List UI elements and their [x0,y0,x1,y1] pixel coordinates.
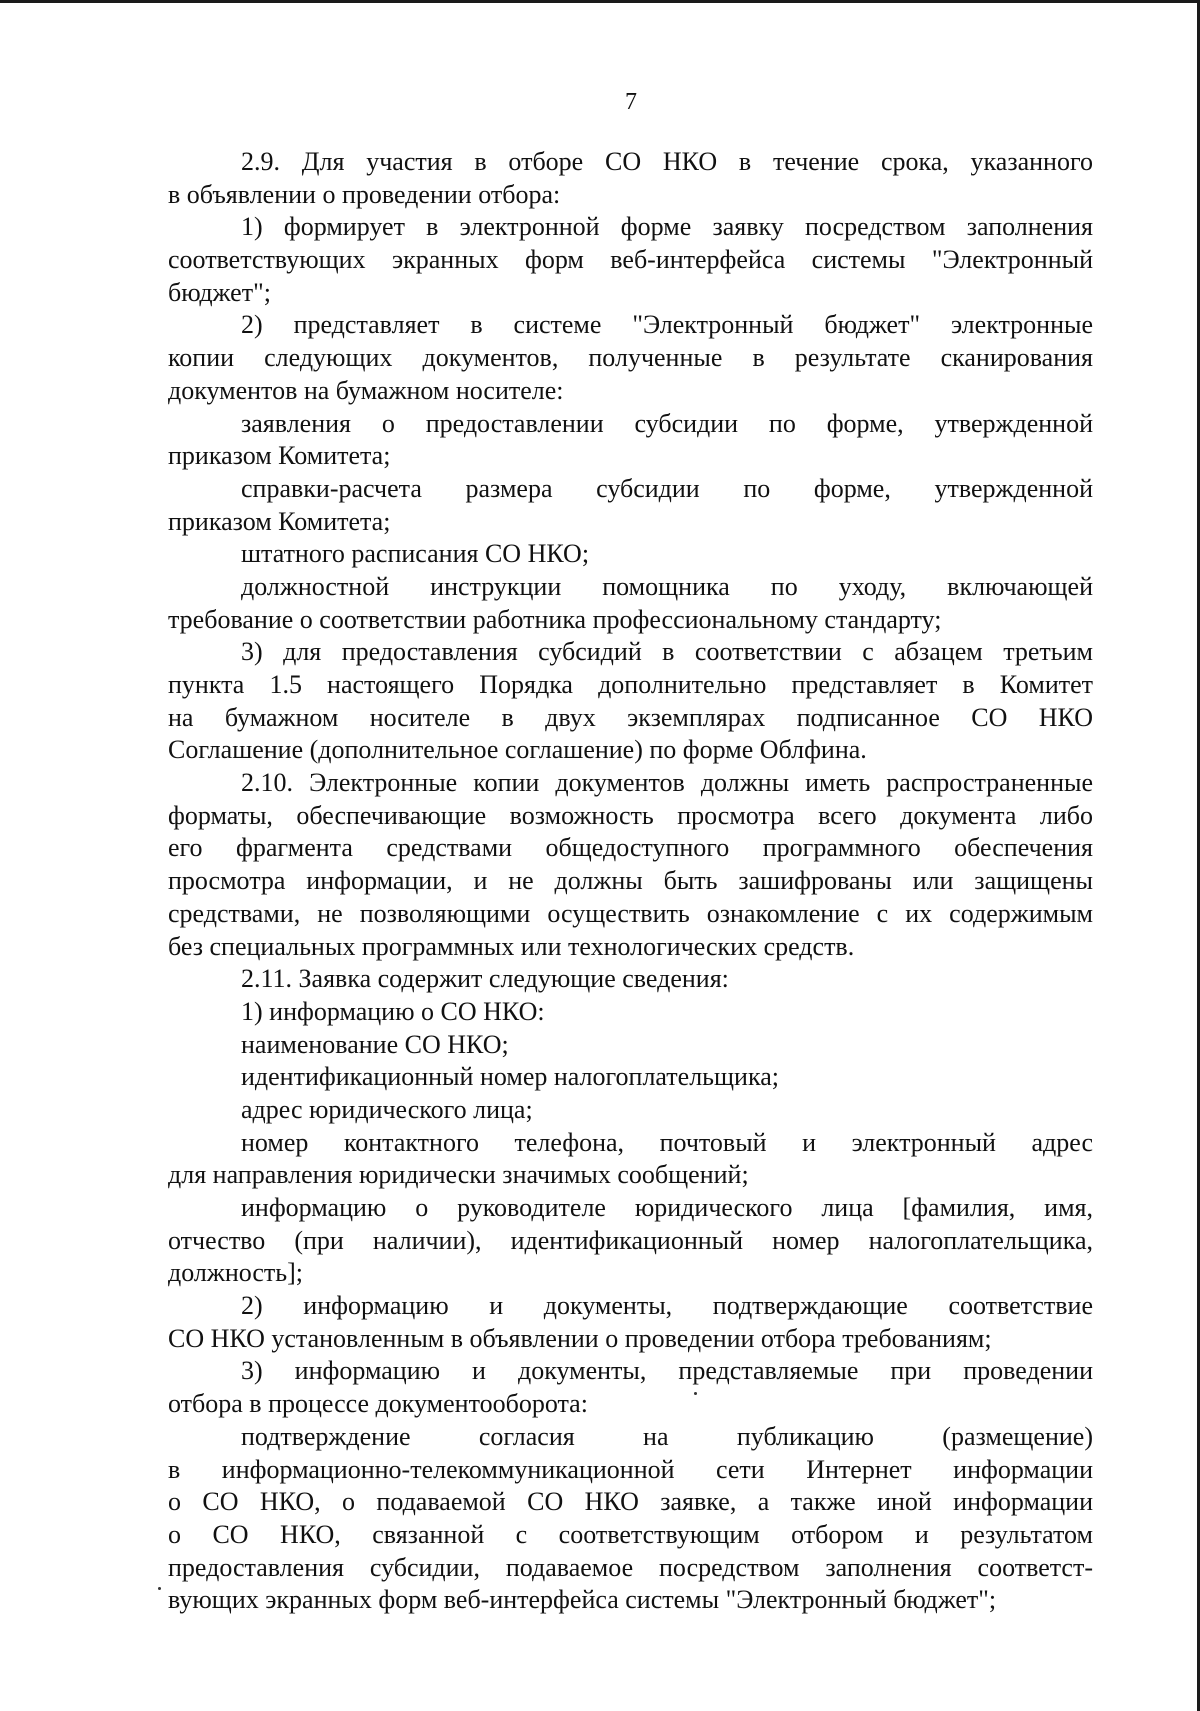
scan-border-top [0,0,1200,3]
text-line: должностной инструкции помощника по уходу, включающей [241,571,1093,601]
text-line: 2) информацию и документы, подтверждающие соответствие [241,1291,1093,1321]
text-line: предоставления субсидии, подаваемое посредством заполнения соответст- [168,1552,1093,1582]
text-line: приказом Комитета; [168,506,391,536]
text-line: наименование СО НКО; [241,1029,509,1059]
text-line: 3) для предоставления субсидий в соответствии с абзацем третьим [241,637,1093,667]
scan-speck [158,1587,161,1590]
text-line: его фрагмента средствами общедоступного программного обеспечения [168,833,1093,863]
text-line: для направления юридически значимых сообщений; [168,1160,749,1190]
text-line: 2.10. Электронные копии документов должны иметь распространенные [241,768,1093,798]
text-line: подтверждение согласия на публикацию (размещение) [241,1421,1093,1451]
text-line: 2.11. Заявка содержит следующие сведения: [241,964,729,994]
text-line: 2.9. Для участия в отборе СО НКО в течение срока, указанного [241,147,1093,176]
text-line: 3) информацию и документы, представляемые при проведении [241,1356,1093,1386]
text-line: 2) представляет в системе "Электронный бюджет" электронные [241,310,1093,340]
text-line: соответствующих экранных форм веб-интерфейса системы "Электронный [168,245,1093,275]
text-line: адрес юридического лица; [241,1094,533,1124]
text-line: 1) формирует в электронной форме заявку посредством заполнения [241,212,1093,242]
text-line: бюджет"; [168,277,271,307]
text-line: должность]; [168,1258,304,1288]
text-line: номер контактного телефона, почтовый и электронный адрес [241,1127,1093,1157]
scan-speck [694,1392,697,1395]
text-line: идентификационный номер налогоплательщика; [241,1062,779,1092]
text-line: отчество (при наличии), идентификационный номер налогоплательщика, [168,1225,1093,1255]
text-line: информацию о руководителе юридического лица [фамилия, имя, [241,1193,1093,1222]
text-line: о СО НКО, связанной с соответствующим отбором и результатом [168,1519,1093,1549]
text-line: справки-расчета размера субсидии по форме, утвержденной [241,473,1093,503]
text-line: вующих экранных форм веб-интерфейса системы "Электронный бюджет"; [168,1585,997,1615]
page-number: 7 [625,89,637,115]
text-line: требование о соответствии работника профессиональному стандарту; [168,604,942,634]
text-line: заявления о предоставлении субсидии по форме, утвержденной [241,408,1093,438]
text-line: средствами, не позволяющими осуществить ознакомление с их содержимым [168,898,1093,928]
text-line: 1) информацию о СО НКО: [241,996,545,1026]
text-line: документов на бумажном носителе: [168,375,564,405]
text-line: отбора в процессе документооборота: [168,1389,588,1419]
text-line: пункта 1.5 настоящего Порядка дополнительно представляет в Комитет [168,670,1093,699]
document-body [168,146,1093,1617]
text-line: СО НКО установленным в объявлении о проведении отбора требованиям; [168,1323,992,1353]
text-line: без специальных программных или технологических средств. [168,931,855,961]
text-line: приказом Комитета; [168,441,391,471]
text-line: на бумажном носителе в двух экземплярах подписанное СО НКО [168,702,1093,732]
text-line: в объявлении о проведении отбора: [168,179,561,209]
text-line: о СО НКО, о подаваемой СО НКО заявке, а также иной информации [168,1487,1093,1517]
text-line: просмотра информации, и не должны быть зашифрованы или защищены [168,866,1093,896]
text-line: в информационно-телекоммуникационной сети Интернет информации [168,1454,1093,1484]
text-line: копии следующих документов, полученные в результате сканирования [168,343,1093,373]
text-line: штатного расписания СО НКО; [241,539,590,569]
text-line: Соглашение (дополнительное соглашение) по форме Облфина. [168,735,867,765]
text-line: форматы, обеспечивающие возможность просмотра всего документа либо [168,800,1093,830]
